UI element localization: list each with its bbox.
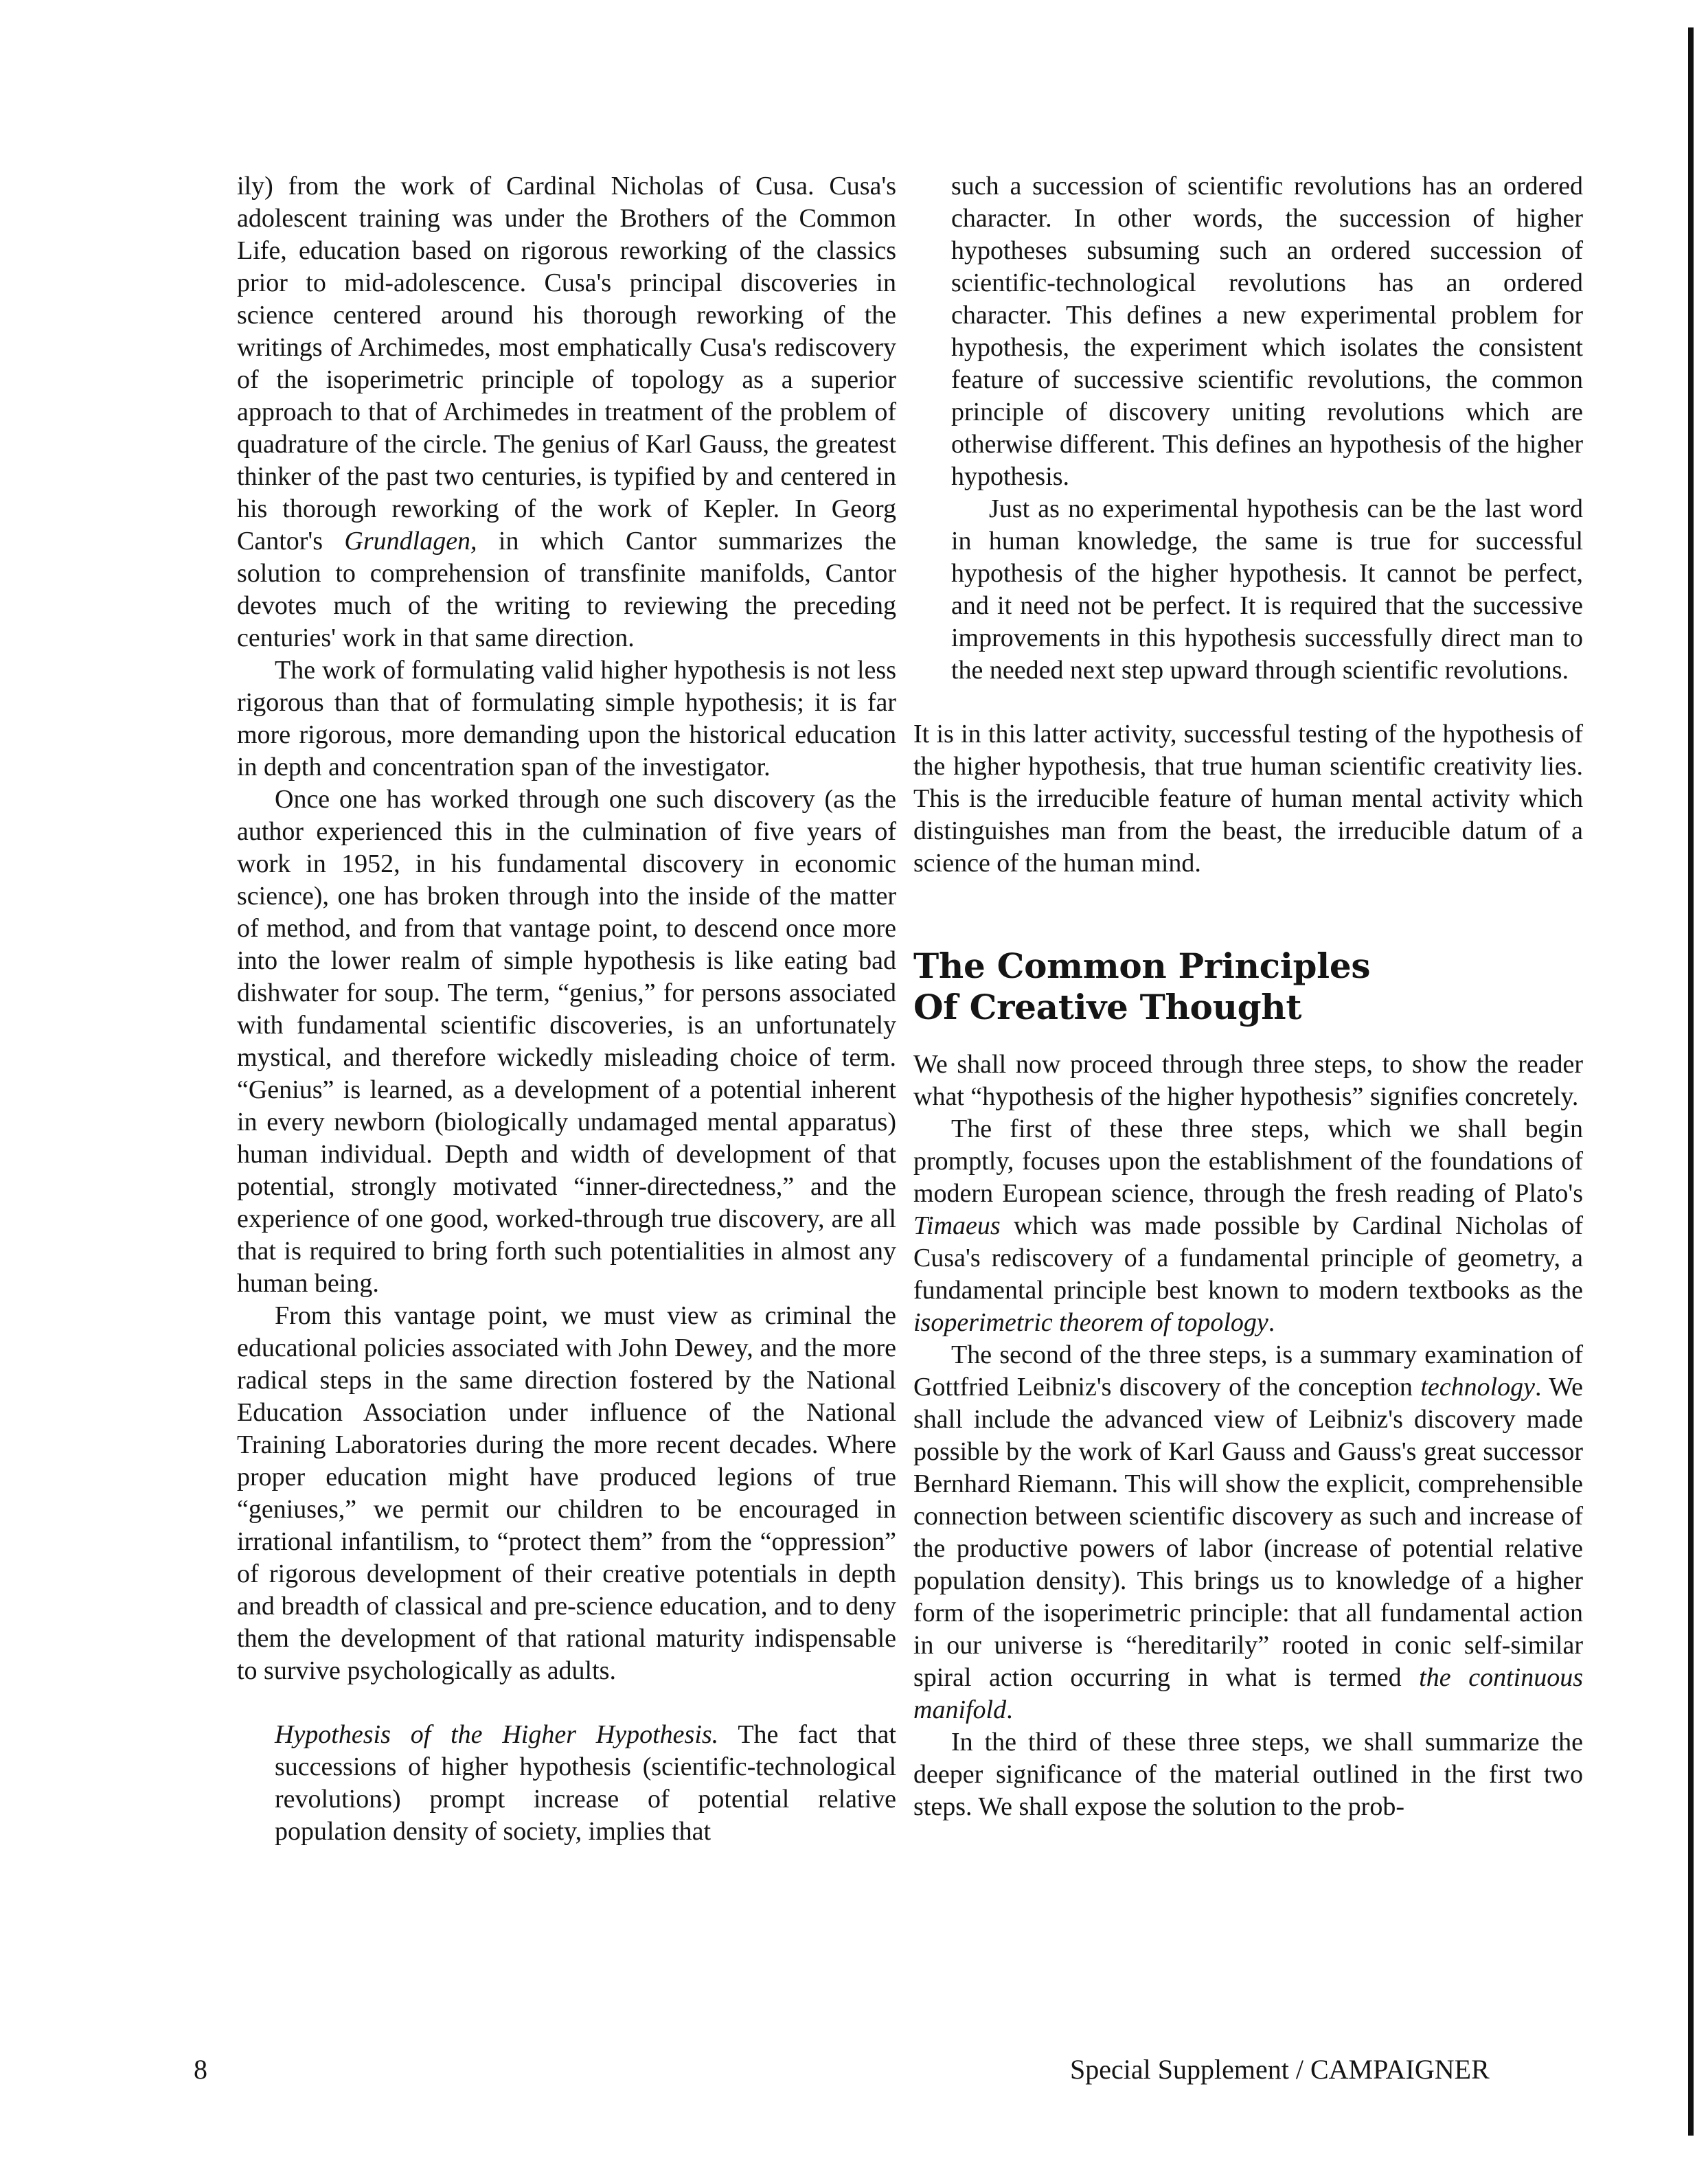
publication-footer: Special Supplement / CAMPAIGNER	[1070, 2054, 1490, 2085]
paragraph: The work of formulating valid higher hypothesis is not less rigorous than that of formulating simple hypothesis; it is far more rigorous, more demanding upon the historical education in depth and concentration span of the investigator.	[237, 656, 896, 781]
page-number: 8	[194, 2054, 207, 2085]
paragraph: It is in this latter activity, successful testing of the hypothesis of the higher hypothesis, that true human scientific creativity lies. This is the irreducible feature of human mental activity which distinguishes man from the beast, the irreducible datum of a science of the human mind.	[913, 720, 1583, 878]
paragraph: such a succession of scientific revolutions has an ordered character. In other words, the succession of higher hypotheses subsuming such an ordered succession of scientific-technological revolutions has an ordered character. This defines a new experimental problem for hypothesis, the experiment which isolates the consistent feature of successive scientific revolutions, the common principle of discovery uniting revolutions which are otherwise different. This defines an hypothesis of the higher hypothesis.	[951, 172, 1583, 491]
left-column	[237, 170, 896, 1848]
paragraph: The second of the three steps, is a summary examination of Gottfried Leibniz's discovery of the conception technology. We shall include the advanced view of Leibniz's discovery made possible by the work of Karl Gauss and Gauss's great successor Bernhard Riemann. This will show the explicit, comprehensible connection between scientific discovery as such and increase of the productive powers of labor (increase of potential relative population density). This brings us to knowledge of a higher form of the isoperimetric principle: that all fundamental action in our universe is “hereditarily” rooted in conic self-similar spiral action occurring in what is termed the continuous manifold.	[913, 1340, 1583, 1724]
section-heading: The Common Principles Of Creative Thought	[913, 946, 1371, 1027]
paragraph: From this vantage point, we must view as criminal the educational policies associated with John Dewey, and the more radical steps in the same direction fostered by the National Education Association under influence of the National Training Laboratories during the more recent decades. Where proper education might have produced legions of true “geniuses,” we permit our children to be encouraged in irrational infantilism, to “protect them” from the “oppression” of rigorous development of their creative potentials in depth and breadth of classical and pre-science education, and to deny them the development of that rational maturity indispensable to survive psychologically as adults.	[237, 1301, 896, 1685]
paragraph: Just as no experimental hypothesis can be the last word in human knowledge, the same is true for successful hypothesis of the higher hypothesis. It cannot be perfect, and it need not be perfect. It is required that the successive improvements in this hypothesis successfully direct man to the needed next step upward through scientific revolutions.	[951, 494, 1583, 685]
paragraph: We shall now proceed through three steps, to show the reader what “hypothesis of the higher hypothesis” signifies concretely.	[913, 1050, 1583, 1111]
paragraph: In the third of these three steps, we shall summarize the deeper significance of the material outlined in the first two steps. We shall expose the solution to the prob-	[913, 1728, 1583, 1821]
paragraph: Once one has worked through one such discovery (as the author experienced this in the culmination of five years of work in 1952, in his fundamental discovery in economic science), one has broken through into the inside of the matter of method, and from that vantage point, to descend once more into the lower realm of simple hypothesis is like eating bad dishwater for soup. The term, “genius,” for persons associated with fundamental scientific discoveries, is an unfortunately mystical, and therefore wickedly misleading choice of term. “Genius” is learned, as a development of a potential inherent in every newborn (biologically undamaged mental apparatus) human individual. Depth and width of development of that potential, strongly motivated “inner-directedness,” and the experience of one good, worked-through true discovery, are all that is required to bring forth such potentialities in almost any human being.	[237, 785, 896, 1298]
paragraph: The first of these three steps, which we shall begin promptly, focuses upon the establishment of the foundations of modern European science, through the fresh reading of Plato's Timaeus which was made possible by Cardinal Nicholas of Cusa's rediscovery of a fundamental principle of geometry, a fundamental principle best known to modern textbooks as the isoperimetric theorem of topology.	[913, 1114, 1584, 1337]
paragraph: Hypothesis of the Higher Hypothesis. The fact that successions of higher hypothesis (scientific-technological revolutions) prompt increase of potential relative population density of society, implies that	[275, 1720, 896, 1846]
paragraph: ily) from the work of Cardinal Nicholas of Cusa. Cusa's adolescent training was under the Brothers of the Common Life, education based on rigorous reworking of the classics prior to mid-adolescence. Cusa's principal discoveries in science centered around his thorough reworking of the writings of Archimedes, most emphatically Cusa's rediscovery of the isoperimetric principle of topology as a superior approach to that of Archimedes in treatment of the problem of quadrature of the circle. The genius of Karl Gauss, the greatest thinker of the past two centuries, is typified by and centered in his thorough reworking of the work of Kepler. In Georg Cantor's Grundlagen, in which Cantor summarizes the solution to comprehension of transfinite manifolds, Cantor devotes much of the writing to reviewing the preceding centuries' work in that same direction.	[237, 172, 897, 652]
right-column	[913, 170, 1583, 1823]
page-edge-shadow	[1688, 27, 1694, 2136]
